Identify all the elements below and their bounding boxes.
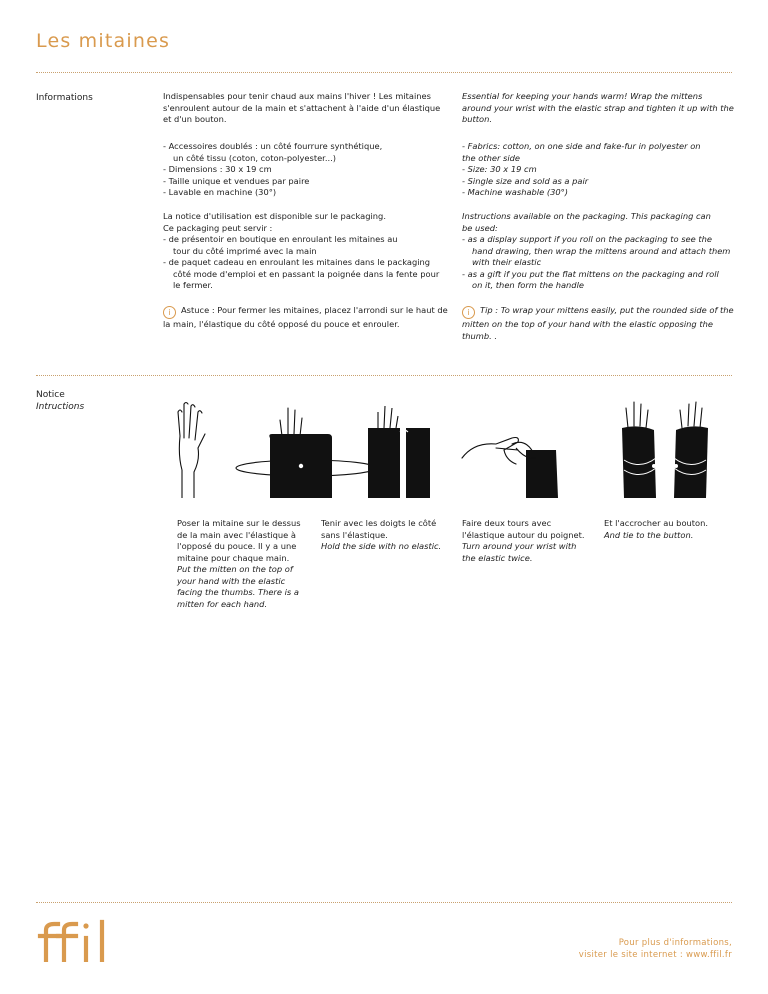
fr-specs — [163, 141, 448, 199]
informations-label: Informations — [36, 93, 93, 103]
fr-pack-line: - de présentoir en boutique en enroulant les mitaines au — [163, 234, 398, 244]
fr-pack-line: côté mode d'emploi et en passant la poignée dans la fente pour — [173, 268, 440, 279]
en-packaging — [462, 211, 734, 292]
en-spec-line: - Fabrics: cotton, on one side and fake-fur in polyester on — [462, 141, 701, 151]
fr-pack-line: Ce packaging peut servir : — [163, 222, 273, 233]
notice-label-fr: Notice — [36, 390, 65, 400]
en-pack-line: be used: — [462, 222, 498, 233]
fr-pack-line: La notice d'utilisation est disponible sur le packaging. — [163, 211, 386, 221]
step-4-en: And tie to the button. — [604, 529, 694, 540]
divider-middle — [36, 375, 732, 376]
en-spec-line: the other side — [462, 152, 520, 163]
en-spec-line: - Machine washable (30°) — [462, 187, 569, 197]
footer-line-2: visiter le site internet : www.ffil.fr — [578, 950, 732, 960]
step-1-text — [177, 518, 313, 610]
step-2-text — [321, 518, 451, 553]
en-spec-line: - Size: 30 x 19 cm — [462, 164, 537, 174]
fr-intro: Indispensables pour tenir chaud aux mains l'hiver ! Les mitaines s'enroulent autour de la main et s'attachent à l'aide d'un élastique et d'un bouton. — [163, 91, 441, 124]
fr-spec-line: - Lavable en machine (30°) — [163, 187, 277, 197]
en-tip-text: Tip : To wrap your mittens easily, put the rounded side of the mitten on the top of your hand with the elastic opposing the thumb. . — [462, 305, 734, 341]
step-2-fr: Tenir avec les doigts le côté sans l'élastique. — [321, 518, 437, 540]
fr-spec-line: - Taille unique et vendues par paire — [163, 175, 310, 186]
fr-spec-line: - Accessoires doublés : un côté fourrure synthétique, — [163, 141, 383, 151]
en-pack-line: - as a gift if you put the flat mittens on the packaging and roll — [462, 268, 719, 279]
step-1-fr: Poser la mitaine sur le dessus de la main avec l'élastique à l'opposé du pouce. Il y a une mitaine pour chaque main. — [177, 518, 301, 563]
info-icon: i — [462, 306, 475, 319]
info-icon: i — [163, 306, 176, 319]
en-intro: Essential for keeping your hands warm! Wrap the mittens around your wrist with the elastic strap and tighten it up with the button. — [462, 91, 734, 124]
en-specs — [462, 141, 734, 199]
step-1-illustration — [168, 398, 448, 498]
en-pack-line: with their elastic — [472, 257, 542, 267]
step-3-text — [462, 518, 592, 564]
fr-pack-line: tour du côté imprimé avec la main — [173, 245, 317, 256]
fr-pack-line: - de paquet cadeau en enroulant les mitaines dans le packaging — [163, 257, 431, 267]
step-4-text — [604, 518, 734, 541]
footer-info — [579, 937, 732, 961]
fr-tip-text: Astuce : Pour fermer les mitaines, placez l'arrondi sur le haut de la main, l'élastique du côté opposé du pouce et enrouler. — [163, 305, 448, 329]
step-3-illustration — [456, 398, 566, 498]
step-3-fr: Faire deux tours avec l'élastique autour du poignet. — [462, 518, 585, 540]
fr-pack-line: le fermer. — [173, 280, 213, 290]
divider-bottom — [36, 902, 732, 903]
fr-spec-line: - Dimensions : 30 x 19 cm — [163, 164, 272, 174]
step-1-en: Put the mitten on the top of your hand with the elastic facing the thumbs. There is a mitten for each hand. — [177, 564, 299, 609]
notice-label-en: Intructions — [36, 402, 85, 412]
ffil-logo — [36, 918, 112, 962]
en-pack-line: on it, then form the handle — [472, 280, 584, 290]
notice-label — [36, 389, 84, 413]
fr-packaging — [163, 211, 448, 292]
en-pack-line: Instructions available on the packaging. This packaging can — [462, 211, 711, 221]
footer-line-1: Pour plus d'informations, — [618, 938, 732, 948]
step-4-illustration — [610, 398, 720, 498]
fr-tip — [163, 305, 448, 331]
divider-top — [36, 72, 732, 73]
en-pack-line: - as a display support if you roll on the packaging to see the — [462, 234, 712, 244]
en-tip — [462, 305, 734, 342]
en-spec-line: - Single size and sold as a pair — [462, 175, 589, 186]
fr-spec-line: un côté tissu (coton, coton-polyester...) — [173, 152, 336, 163]
en-pack-line: hand drawing, then wrap the mittens around and attach them — [472, 245, 731, 256]
step-2-en: Hold the side with no elastic. — [321, 541, 442, 551]
step-4-fr: Et l'accrocher au bouton. — [604, 518, 709, 528]
step-3-en: Turn around your wrist with the elastic twice. — [462, 541, 577, 563]
page-title: Les mitaines — [36, 30, 171, 52]
